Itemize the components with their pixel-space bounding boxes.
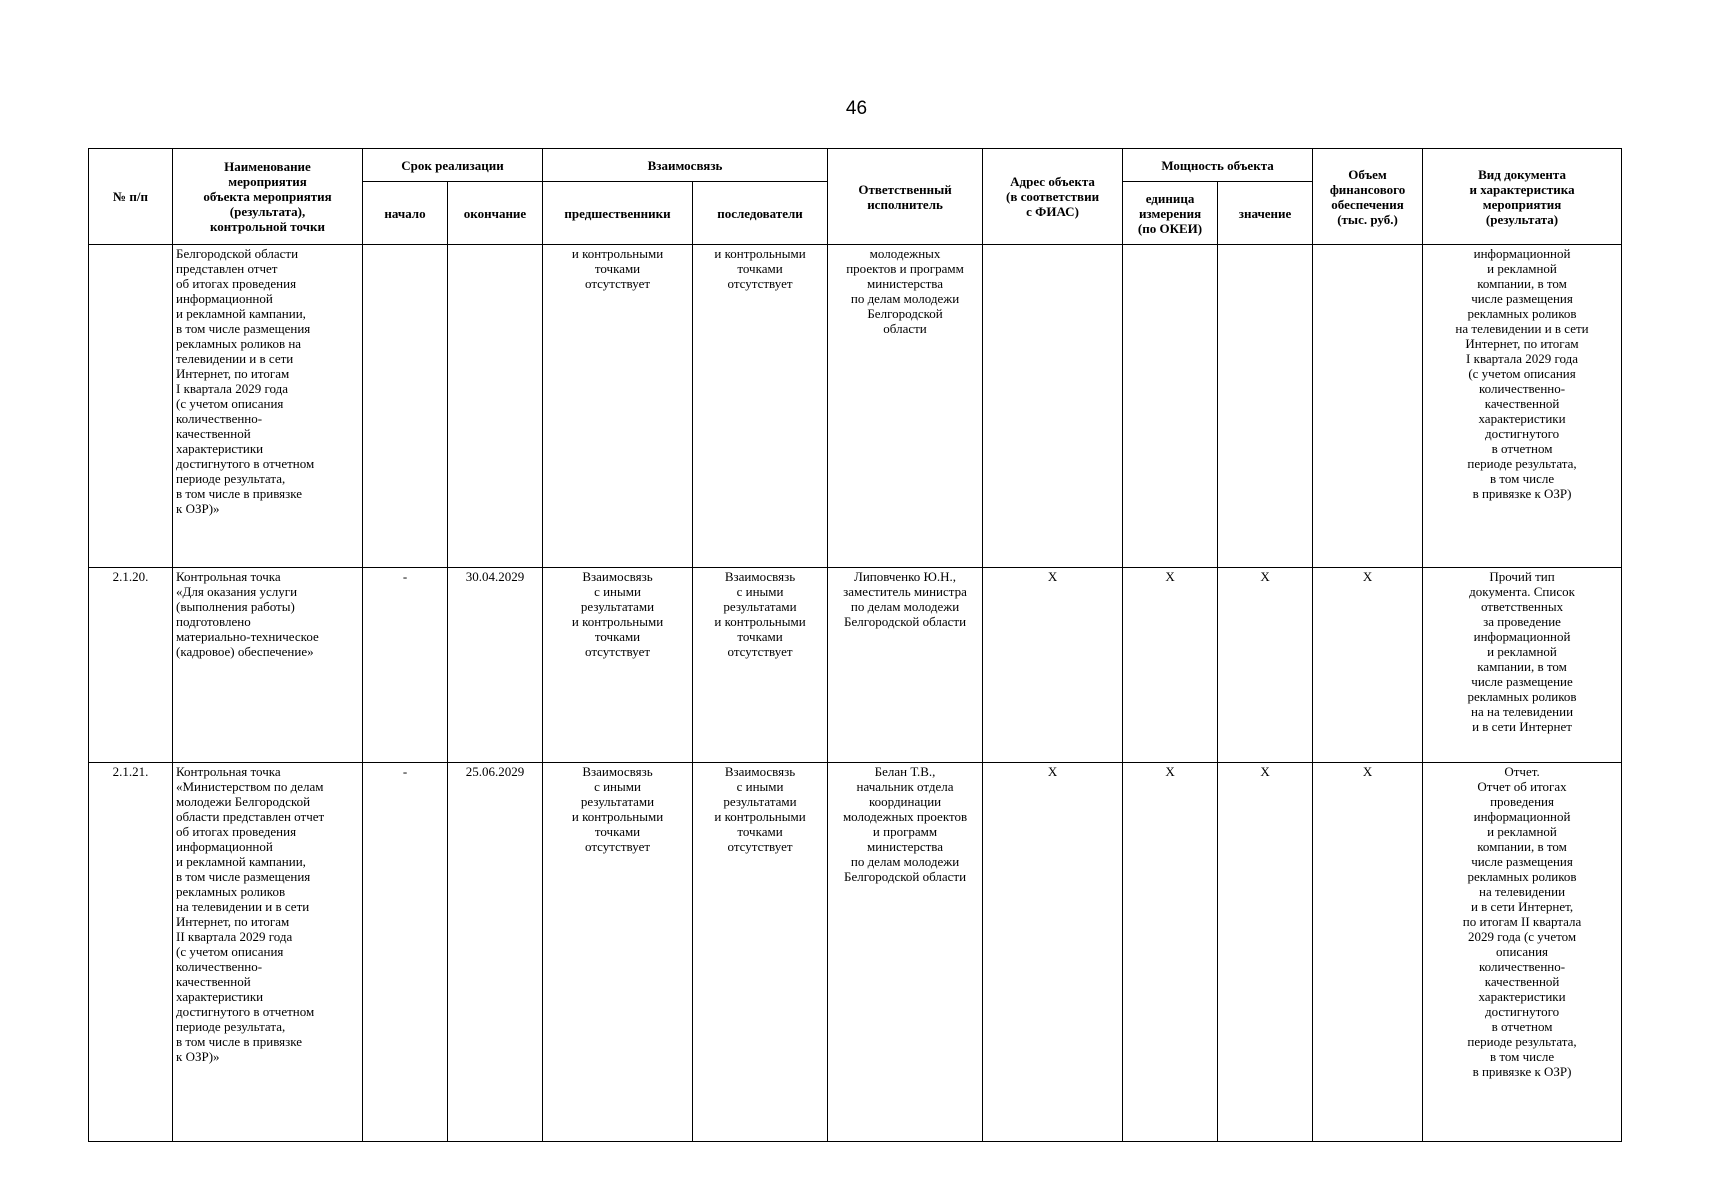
cell-unit: X [1123, 568, 1218, 763]
cell-value [1218, 245, 1313, 568]
cell-predecessors: и контрольными точками отсутствует [543, 245, 693, 568]
cell-successors: Взаимосвязь с иными результатами и контрольными точками отсутствует [693, 763, 828, 1142]
cell-value: X [1218, 568, 1313, 763]
cell-predecessors: Взаимосвязь с иными результатами и контрольными точками отсутствует [543, 763, 693, 1142]
col-header-unit: единица измерения (по ОКЕИ) [1123, 182, 1218, 245]
table-row [89, 568, 1622, 763]
cell-value: X [1218, 763, 1313, 1142]
cell-volume: X [1313, 568, 1423, 763]
cell-name: Белгородской области представлен отчет об итогах проведения информационной и рекламной кампании, в том числе размещения рекламных роликов на телевидении и в сети Интернет, по итогам I квартала 2029 года (с учетом описания количественно- качественной характеристики достигнутого в отчетном периоде результата, в том числе в привязке к ОЗР)» [173, 245, 363, 568]
cell-address: X [983, 763, 1123, 1142]
col-header-predecessors: предшественники [543, 182, 693, 245]
cell-responsible: молодежных проектов и программ министерства по делам молодежи Белгородской области [828, 245, 983, 568]
cell-responsible: Липовченко Ю.Н., заместитель министра по делам молодежи Белгородской области [828, 568, 983, 763]
header-row-1 [89, 149, 1622, 182]
cell-predecessors: Взаимосвязь с иными результатами и контрольными точками отсутствует [543, 568, 693, 763]
cell-address: X [983, 568, 1123, 763]
cell-unit: X [1123, 763, 1218, 1142]
col-header-successors: последователи [693, 182, 828, 245]
cell-address [983, 245, 1123, 568]
col-header-capacity: Мощность объекта [1123, 149, 1313, 182]
col-header-address: Адрес объекта (в соответствии с ФИАС) [983, 149, 1123, 245]
col-header-document: Вид документа и характеристика мероприятия (результата) [1423, 149, 1622, 245]
cell-volume: X [1313, 763, 1423, 1142]
cell-unit [1123, 245, 1218, 568]
cell-name: Контрольная точка «Министерством по делам молодежи Белгородской области представлен отчет об итогах проведения информационной и рекламной кампании, в том числе размещения рекламных роликов на телевидении и в сети Интернет, по итогам II квартала 2029 года (с учетом описания количественно- качественной характеристики достигнутого в отчетном периоде результата, в том числе в привязке к ОЗР)» [173, 763, 363, 1142]
table-row [89, 763, 1622, 1142]
cell-start: - [363, 763, 448, 1142]
col-header-value: значение [1218, 182, 1313, 245]
col-header-responsible: Ответственный исполнитель [828, 149, 983, 245]
cell-end: 30.04.2029 [448, 568, 543, 763]
cell-successors: и контрольными точками отсутствует [693, 245, 828, 568]
cell-volume [1313, 245, 1423, 568]
col-header-start: начало [363, 182, 448, 245]
page-number: 46 [845, 98, 868, 119]
cell-num: 2.1.21. [89, 763, 173, 1142]
table-row [89, 245, 1622, 568]
col-header-name: Наименование мероприятия объекта мероприятия (результата), контрольной точки [173, 149, 363, 245]
cell-name: Контрольная точка «Для оказания услуги (выполнения работы) подготовлено материально-техническое (кадровое) обеспечение» [173, 568, 363, 763]
col-header-link: Взаимосвязь [543, 149, 828, 182]
cell-start: - [363, 568, 448, 763]
col-header-num: № п/п [89, 149, 173, 245]
cell-successors: Взаимосвязь с иными результатами и контрольными точками отсутствует [693, 568, 828, 763]
cell-end [448, 245, 543, 568]
cell-start [363, 245, 448, 568]
cell-responsible: Белан Т.В., начальник отдела координации молодежных проектов и программ министерства по делам молодежи Белгородской области [828, 763, 983, 1142]
col-header-term: Срок реализации [363, 149, 543, 182]
activity-table [88, 148, 1622, 1142]
cell-num: 2.1.20. [89, 568, 173, 763]
cell-end: 25.06.2029 [448, 763, 543, 1142]
cell-document: информационной и рекламной компании, в том числе размещения рекламных роликов на телевидении и в сети Интернет, по итогам I квартала 2029 года (с учетом описания количественно- качественной характеристики достигнутого в отчетном периоде результата, в том числе в привязке к ОЗР) [1423, 245, 1622, 568]
cell-num [89, 245, 173, 568]
col-header-volume: Объем финансового обеспечения (тыс. руб.) [1313, 149, 1423, 245]
cell-document: Отчет. Отчет об итогах проведения информационной и рекламной компании, в том числе размещения рекламных роликов на телевидении и в сети Интернет, по итогам II квартала 2029 года (с учетом описания количественно- качественной характеристики достигнутого в отчетном периоде результата, в том числе в привязке к ОЗР) [1423, 763, 1622, 1142]
cell-document: Прочий тип документа. Список ответственных за проведение информационной и рекламной кампании, в том числе размещение рекламных роликов на на телевидении и в сети Интернет [1423, 568, 1622, 763]
col-header-end: окончание [448, 182, 543, 245]
